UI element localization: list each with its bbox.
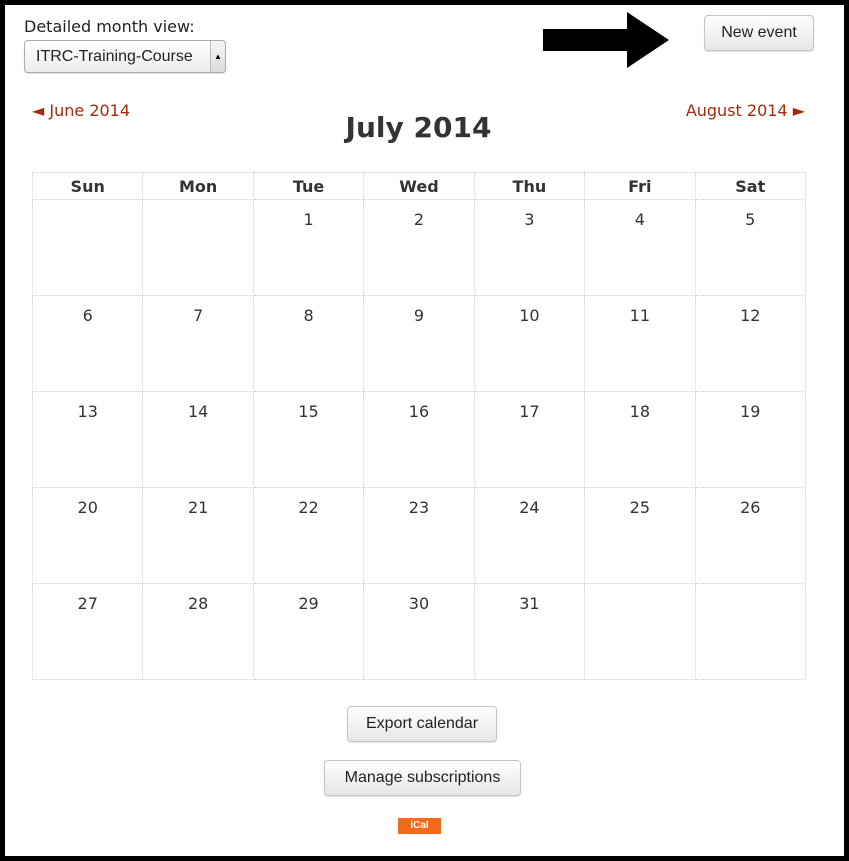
course-select[interactable] [24,40,226,73]
weekday-header: Sun [33,173,143,200]
arrow-right-icon [543,12,671,70]
day-cell[interactable] [585,584,695,680]
day-cell[interactable]: 20 [33,488,143,584]
weekday-header: Thu [474,173,584,200]
month-calendar [32,172,806,680]
day-cell[interactable]: 22 [253,488,363,584]
week-row [33,296,806,392]
weekday-header: Sat [695,173,805,200]
day-cell[interactable]: 6 [33,296,143,392]
day-cell[interactable]: 28 [143,584,253,680]
next-month-link[interactable]: August 2014 ► [685,101,805,120]
day-cell[interactable] [695,584,805,680]
day-cell[interactable] [143,200,253,296]
weekday-header-row [33,173,806,200]
day-cell[interactable]: 29 [253,584,363,680]
day-cell[interactable] [33,200,143,296]
course-select-value: ITRC-Training-Course [36,48,193,65]
day-cell[interactable]: 8 [253,296,363,392]
manage-subscriptions-button[interactable]: Manage subscriptions [324,760,521,796]
weekday-header: Fri [585,173,695,200]
calendar-page [5,5,844,856]
day-cell[interactable]: 15 [253,392,363,488]
prev-month-link[interactable]: ◄ June 2014 [32,101,131,120]
weekday-header: Tue [253,173,363,200]
day-cell[interactable]: 23 [364,488,474,584]
day-cell[interactable]: 25 [585,488,695,584]
day-cell[interactable]: 1 [253,200,363,296]
day-cell[interactable]: 13 [33,392,143,488]
week-row [33,200,806,296]
day-cell[interactable]: 19 [695,392,805,488]
month-title: July 2014 [345,111,492,144]
week-row [33,488,806,584]
day-cell[interactable]: 2 [364,200,474,296]
day-cell[interactable]: 10 [474,296,584,392]
day-cell[interactable]: 21 [143,488,253,584]
day-cell[interactable]: 17 [474,392,584,488]
day-cell[interactable]: 5 [695,200,805,296]
week-row [33,584,806,680]
weekday-header: Wed [364,173,474,200]
caret-icon: ▲ [210,41,225,72]
export-calendar-button[interactable]: Export calendar [347,706,497,742]
day-cell[interactable]: 30 [364,584,474,680]
day-cell[interactable]: 3 [474,200,584,296]
day-cell[interactable]: 16 [364,392,474,488]
day-cell[interactable]: 14 [143,392,253,488]
day-cell[interactable]: 7 [143,296,253,392]
ical-badge[interactable]: iCal [398,818,441,834]
day-cell[interactable]: 12 [695,296,805,392]
day-cell[interactable]: 24 [474,488,584,584]
week-row [33,392,806,488]
day-cell[interactable]: 4 [585,200,695,296]
day-cell[interactable]: 11 [585,296,695,392]
weekday-header: Mon [143,173,253,200]
day-cell[interactable]: 9 [364,296,474,392]
day-cell[interactable]: 26 [695,488,805,584]
new-event-button[interactable]: New event [704,15,814,51]
day-cell[interactable]: 18 [585,392,695,488]
month-view-label: Detailed month view: [24,17,195,36]
day-cell[interactable]: 27 [33,584,143,680]
day-cell[interactable]: 31 [474,584,584,680]
